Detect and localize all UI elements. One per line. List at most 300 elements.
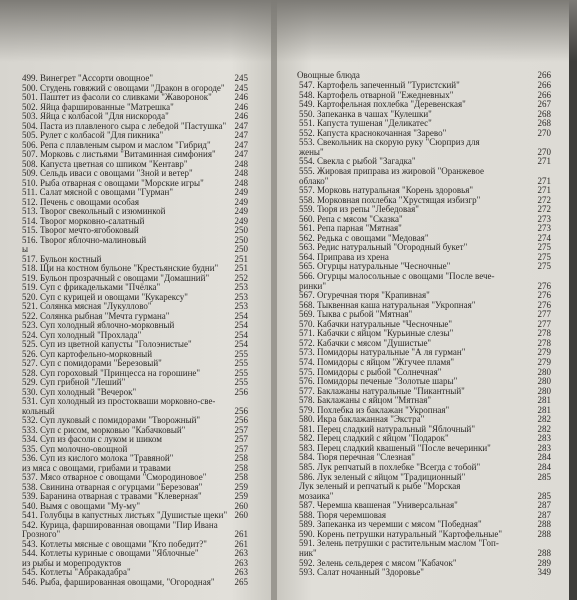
entry-number: 586. [299,471,315,482]
entry-text: Салат ночанный "Здоровье" [317,567,424,578]
entry-text: Перец сладкий натуральный "Яблочный" [317,423,476,434]
entry-number: 523. [22,320,38,330]
entry-number: 501. [22,92,38,102]
left-page [0,0,272,600]
entry-title [299,558,457,568]
entry-text: Огурцы натуральные "Чесночные" [317,261,451,272]
entry-page-number: 254 [234,310,248,321]
entry-number: 574. [299,356,315,367]
entry-number: 569. [299,309,315,320]
entry-title [299,156,416,166]
entry-text: Кабачки с мясом "Душистые" [317,337,432,348]
entry-number: 550. [299,108,315,119]
entry-text: Перец сладкий квашеный "После вечеринки" [317,442,491,453]
entry-page-number: 254 [234,320,248,330]
right-page [277,0,569,600]
entry-text: ринки" [299,280,326,291]
entry-number: 536. [22,453,38,463]
entry-page-number: 250 [234,225,248,235]
entry-title [22,510,227,520]
entry-text: Икра баклажанная "Экстра" [317,414,425,425]
entry-title [299,357,454,367]
entry-title [22,358,162,368]
entry-text: Морковная похлебка "Хрустящая избизгр" [317,194,481,205]
entry-page-number: 283 [537,442,551,453]
entry-page-number: 260 [234,510,248,520]
entry-number: 588. [299,509,315,520]
entry-title [299,204,419,214]
entry-title [299,347,465,357]
entry-page-number: 252 [234,272,248,283]
entry-title [299,433,449,443]
entry-title [22,216,144,226]
entry-page-number: 349 [537,567,551,578]
entry-number: 511. [22,187,38,197]
entry-text: Вымя с овощами "Му-му" [40,500,141,511]
entry-page-number: 246 [234,101,248,112]
entry-page-number: 253 [234,282,248,292]
entry-title [22,187,173,197]
entry-title [299,176,328,186]
entry-title [22,539,207,549]
entry-text: Котлеты куриные с овощами "Яблочные" [40,548,199,558]
entry-number: 585. [299,462,315,472]
entry-title [22,178,204,188]
entry-number: 581. [299,423,315,434]
entry-page-number: 280 [537,376,551,387]
entry-page-number: 275 [537,242,551,253]
entry-page-number: 281 [537,404,551,415]
entry-number: 537. [22,472,38,482]
entry-page-number: 275 [537,261,551,272]
entry-title [299,80,460,90]
entry-text: Суп гороховый "Принцесса на горошине" [40,367,201,378]
entry-number: 516. [22,234,38,245]
entry-page-number: 280 [537,385,551,396]
entry-number: 519. [22,272,38,283]
entry-number: 503. [22,111,38,121]
entry-text: Помидоры натуральные "А ля гурман" [317,347,466,358]
entry-number: 530. [22,386,38,397]
entry-text: Запеканка из черемши с мясом "Победная" [317,519,482,530]
entry-number: 531. [22,396,38,406]
entry-title [22,149,216,159]
entry-number: 565. [299,261,315,272]
entry-text: Яйца с колбасой "Для нискорода" [40,111,169,121]
entry-page-number: 273 [537,213,551,224]
entry-number: 512. [22,196,38,207]
entry-title [22,244,28,254]
entry-title [299,538,499,548]
entry-page-number: 250 [234,234,248,245]
entry-number: 554. [299,156,315,167]
entry-number: 555. [299,165,315,176]
entry-text: Баклажаны натуральные "Пикантный" [317,385,465,396]
entry-number: 510. [22,177,38,188]
contents-entry [277,567,569,579]
entry-page-number: 245 [234,82,248,93]
entry-page-number: 258 [234,453,248,463]
entry-page-number: 263 [234,567,248,577]
entry-text: Похлебка из баклажан "Укропная" [317,404,450,415]
entry-page-number: 271 [537,156,551,167]
entry-text: Солянка рыбная "Мечта гурмана" [40,310,170,321]
entry-page-number: 288 [537,528,551,539]
entry-page-number: 275 [537,251,551,262]
entry-number: 532. [22,415,38,425]
entry-title [22,197,139,207]
entry-text: Котлеты "Абракадабра" [40,567,131,577]
entry-page-number: 266 [537,89,551,100]
entry-number: 551. [299,118,315,129]
entry-title [299,548,317,558]
page-edge-shadow [569,0,577,600]
entry-text: Котлеты мясные с овощами "Кто победит?" [40,538,207,549]
entry-title [22,520,218,530]
entry-number: 534. [22,434,38,444]
entry-text: Зелень сельдерея с мясом "Кабачок" [317,557,457,568]
entry-title [22,111,169,121]
entry-title [22,368,200,378]
entry-title [22,92,212,102]
entry-page-number: 273 [537,223,551,234]
entry-title [299,395,431,405]
entry-number: 502. [22,101,38,112]
entry-title [299,338,431,348]
entry-title [299,462,480,472]
entry-page-number: 288 [537,519,551,530]
entry-title [22,406,55,416]
entry-text: Рыба отварная с овощами "Морские игры" [40,177,204,188]
entry-page-number: 256 [234,415,248,425]
entry-title [22,548,199,558]
entry-title [22,273,209,283]
entry-number: 517. [22,253,38,264]
entry-number: 579. [299,404,315,415]
entry-title [22,415,200,425]
entry-text: Помидоры с яйцом "Жгучее пламя" [317,356,455,367]
entry-page-number: 247 [234,149,248,159]
entry-text: Репа с мясом "Сказка" [317,213,403,224]
entry-text: кольный [22,405,55,416]
entry-number: 525. [22,339,38,349]
entry-page-number: 265 [234,576,248,587]
entry-text: Приправа из хрена [317,251,389,262]
entry-text: Курица, фаршированная овощами "Пир Ивана [40,519,218,530]
entry-text: Капуста тушеная "Деликатес" [317,118,432,129]
entry-title [22,577,215,587]
entry-text: Суп холодный "Прохлада" [40,329,142,340]
entry-page-number: 260 [234,500,248,511]
entry-page-number: 280 [537,366,551,377]
entry-page-number: 257 [234,424,248,435]
entry-text: Картофельная похлебка "Деревенская" [317,99,466,110]
entry-page-number: 267 [537,99,551,110]
entry-page-number: 266 [537,80,551,90]
entry-title [299,519,482,529]
entry-number: 567. [299,290,315,301]
entry-number: 587. [299,500,315,511]
entry-text: Баклажаны с яйцом "Мятная" [317,395,432,406]
entry-number: 539. [22,491,38,501]
entry-title [22,263,218,273]
entry-number: 515. [22,225,38,235]
entry-title [22,320,174,330]
entry-text: Суп картофельно-морковный [40,348,153,359]
entry-number: 540. [22,500,38,511]
entry-text: Творог мечто-ягобоковый [40,225,139,235]
entry-number: 591. [299,538,315,549]
entry-text: Огуречная тюря "Крапивная" [317,290,430,301]
entry-text: Суп из цветной капусты "Голоэнистые" [40,339,192,349]
entry-text: Баранина отварная с травами "Клеверная" [40,491,202,501]
entry-page-number: 249 [234,206,248,216]
entry-title [22,235,146,245]
entry-page-number: 245 [234,73,248,83]
entry-number: 519. [22,282,38,292]
entry-text: Капуста краснокочанная "Зарево" [317,127,447,138]
entry-text: Яйца фаршированные "Матрешка" [40,101,174,112]
entry-number: 504. [22,120,38,131]
entry-page-number: 246 [234,92,248,102]
entry-page-number: 274 [537,232,551,243]
entry-title [299,261,450,271]
entry-text: Кабачки с яйцом "Курьиные слезы" [317,328,454,339]
entry-page-number: 255 [234,377,248,387]
entry-title [299,99,466,109]
entry-number: 592. [299,557,315,568]
entry-title [22,567,131,577]
entry-text: Лук зеленый с яйцом "Традиционный" [317,471,466,482]
entry-number: 593. [299,567,315,578]
entry-title [22,130,163,140]
entry-text: Творог морковно-салатный [40,215,145,226]
entry-number: 561. [299,223,315,234]
entry-number: 546. [22,576,38,587]
entry-page-number: 268 [537,118,551,129]
entry-number: 571. [299,328,315,339]
entry-number: 542. [22,519,38,530]
entry-title [299,424,475,434]
entry-number: 518. [22,263,38,273]
entry-title [299,290,430,300]
entry-number: 543. [22,538,38,549]
entry-page-number: 251 [234,253,248,264]
entry-title [22,396,215,406]
entry-text: Тюря перечная "Слезная" [317,452,415,463]
entry-text: Капуста цветная со шпиком "Кентавр" [40,158,188,169]
entry-text: из рыбы и морепродуктов [22,557,122,568]
entry-number: 514. [22,215,38,226]
entry-page-number: 249 [234,215,248,226]
entry-number: 548. [299,89,315,100]
entry-number: 509. [22,168,38,178]
entry-page-number: 261 [234,538,248,549]
entry-page-number: 278 [537,337,551,348]
entry-number: 553. [299,137,315,148]
entry-text: Сельдь иваси с овощами "Зной и ветер" [40,168,193,178]
entry-title [299,386,465,396]
entry-number: 521. [22,301,38,311]
entry-text: Суп молочно-овощной [40,443,128,454]
entry-title [299,147,324,157]
entry-page-number: 258 [234,472,248,482]
entry-text: Бульон костный [40,253,102,264]
entry-number: 549. [299,99,315,110]
entry-number: 558. [299,194,315,205]
entry-title [22,330,141,340]
entry-title [22,425,185,435]
entry-title [299,405,449,415]
entry-text: Репа с плавленым сыром и маслом "Гибрид" [40,139,211,150]
entry-number: 582. [299,433,315,444]
entry-title [299,195,480,205]
entry-text: Запеканка в чашах "Кулешки" [317,108,432,119]
entry-title [299,376,457,386]
section-heading-page [538,70,552,80]
entry-text: Суп холодный яблочно-морковный [40,320,175,330]
entry-text: ник" [299,547,317,558]
entry-title [299,510,386,520]
entry-page-number: 254 [234,339,248,349]
entry-text: Черемша квашеная "Универсальная" [317,500,458,511]
entry-text: Рулет с колбасой "Для пикника" [40,130,164,140]
entry-page-number: 250 [234,244,248,254]
entry-page-number: 253 [234,301,248,311]
entry-number: 528. [22,367,38,378]
entry-title [22,168,193,178]
entry-text: Суп с курицей и овощами "Кукарексу" [40,291,188,302]
entry-title [299,128,446,138]
entry-page-number: 255 [234,348,248,359]
entry-title [299,309,412,319]
entry-title [22,377,125,387]
entry-page-number: 248 [234,158,248,169]
entry-page-number: 254 [234,329,248,340]
entry-number: 522. [22,310,38,321]
entry-number: 563. [299,242,315,253]
entry-number: 505. [22,130,38,140]
entry-number: 513. [22,206,38,216]
entry-title [22,292,188,302]
entry-page-number: 284 [537,452,551,463]
entry-page-number: 248 [234,168,248,178]
entry-page-number: 270 [537,146,551,157]
entry-number: 507. [22,149,38,159]
entry-text: Свекла с рыбой "Загадка" [317,156,416,167]
entry-page-number: 289 [537,557,551,568]
entry-number: 508. [22,158,38,169]
entry-title [299,109,432,119]
entry-page-number: 277 [537,318,551,329]
entry-number: 584. [299,452,315,463]
entry-text: Огурцы малосольные с овощами "После вече- [317,271,495,281]
entry-page-number: 268 [537,108,551,119]
entry-title [22,482,202,492]
entry-page-number: 251 [234,263,248,273]
entry-text: Студень говяжий с овощами "Дракон в огороде" [40,82,225,93]
entry-page-number: 249 [234,196,248,207]
entry-page-number: 283 [537,433,551,444]
entry-page-number: 247 [234,130,248,140]
entry-text: Жировая приправа из жировой "Оранжевое [317,165,484,176]
entry-text: Суп с помидорами "Березовый" [40,358,162,368]
entry-text: Суп луковый с помидорами "Творожный" [40,415,201,425]
entry-title [299,500,458,510]
entry-number: 590. [299,528,315,539]
entry-number: 547. [299,80,315,90]
entry-title [299,281,326,291]
entry-title [299,166,484,176]
entry-title [299,185,473,195]
entry-number: 566. [299,271,315,281]
entry-number: 570. [299,318,315,329]
entry-number: 552. [299,127,315,138]
entry-page-number: 256 [234,386,248,397]
entry-text: Перец сладкий с яйцом "Подарок" [317,433,449,444]
entry-title [22,444,127,454]
entry-title [299,214,403,224]
entry-title [22,140,211,150]
entry-text: Тюря из репы "Лебедовая" [317,204,419,215]
entry-page-number: 276 [537,290,551,301]
entry-text: Суп из фасоли с луком и шиком [40,434,162,444]
contents-entry [0,577,272,589]
entry-title [22,83,225,93]
entry-text: из мяса с овощами, грибами и травами [22,462,171,473]
entry-title [22,491,202,501]
entry-page-number: 248 [234,177,248,188]
entry-number: 527. [22,358,38,368]
entry-title [299,223,402,233]
entry-page-number: 279 [537,347,551,358]
entry-number: 572. [299,337,315,348]
entry-text: Суп холодный из простокваши морковно-све- [40,396,216,406]
entry-number: 526. [22,348,38,359]
entry-page-number: 255 [234,367,248,378]
entry-page-number: 261 [234,529,248,539]
entry-text: Творог яблочно-малиновый [40,234,147,245]
entry-title [22,387,136,397]
entry-text: Голубцы в капустных листьях "Душистые щеки" [40,510,228,520]
entry-page-number: 287 [537,500,551,511]
entry-title [299,472,465,482]
entry-page-number: 263 [234,548,248,558]
entry-page-number: 285 [537,490,551,501]
entry-title [299,328,453,338]
entry-number: 533. [22,424,38,435]
entry-page-number: 277 [537,309,551,320]
entry-text: Свинина отварная с огурцами "Березовая" [40,481,203,492]
entry-page-number: 288 [537,547,551,558]
entry-page-number: 259 [234,491,248,501]
entry-page-number: 253 [234,291,248,302]
entry-text: Паста из плавленого сыра с лебедой "Пастушка" [40,120,227,131]
entry-number: 575. [299,366,315,377]
entry-text: Репа парная "Мятная" [317,223,402,234]
entry-text: Тюря черемшовая [317,509,387,520]
entry-title [299,443,491,453]
entry-number: 529. [22,377,38,387]
entry-text: Суп с фрикадельками "Пчёлка" [40,282,161,292]
entry-title [299,414,424,424]
entry-title [22,311,169,321]
entry-text: Щи на костном бульоне "Крестьянские будни" [40,263,219,273]
entry-page-number: 270 [537,127,551,138]
entry-text: жены" [299,146,324,157]
entry-title [299,452,415,462]
entry-text: Суп грибной "Леший" [40,377,126,387]
